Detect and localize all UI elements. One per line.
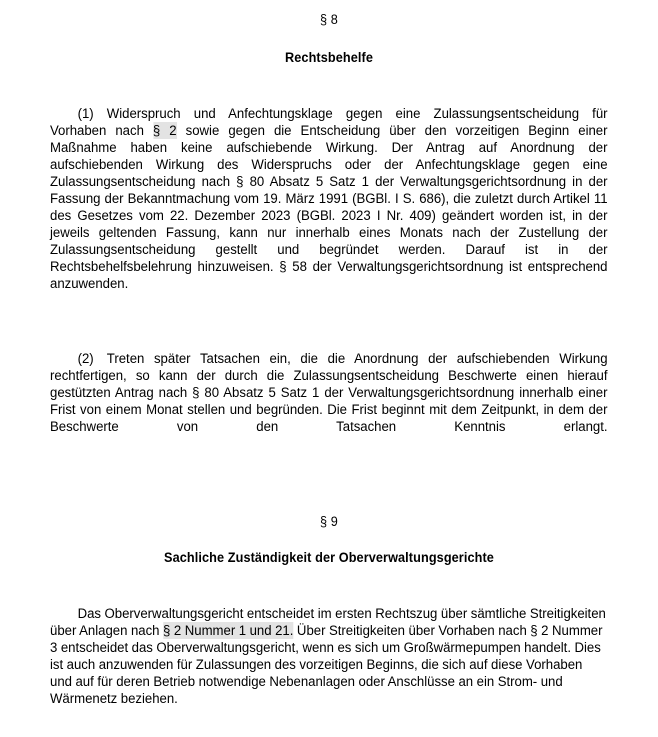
- spacer-between-sections: [50, 466, 608, 513]
- spacer-between-paragraphs-8: [50, 323, 608, 337]
- paragraph-9-1-text-after: Über Streitigkeiten über Vorhaben nach § 2 Nummer 3 entscheidet das Oberverwaltungsgericht, wenn es sich um Großwärmepumpen handelt. Dies ist auch anzuwenden für Zulassungen des vorzeitigen Beginns, die sich auf diese Vorhaben und auf für deren Betrieb notwendige Nebenanlagen oder Anschlüsse an ein Strom- und Wärmenetz beziehen.: [50, 622, 603, 706]
- paragraph-8-2: [50, 350, 608, 452]
- spacer-after-section-9-number: [50, 530, 608, 549]
- top-spacer: [50, 0, 608, 11]
- document-content-column: [50, 0, 608, 737]
- section-number-9: § 9: [320, 513, 338, 529]
- reference-highlight-paragraph-2-nummer-1-und-21[interactable]: § 2 Nummer 1 und 21.: [163, 622, 294, 638]
- reference-highlight-paragraph-2[interactable]: § 2: [152, 123, 177, 139]
- paragraph-8-1-text-after: sowie gegen die Entscheidung über den vorzeitigen Beginn einer Maßnahme haben keine aufschiebende Wirkung. Der Antrag auf Anordnung der aufschiebenden Wirkung des Widerspruchs oder der Anfechtungsklage gegen eine Zulassungsentscheidung nach § 80 Absatz 5 Satz 1 der Verwaltungsgerichtsordnung in der Fassung der Bekanntmachung vom 19. März 1991 (BGBl. I S. 686), die zuletzt durch Artikel 11 des Gesetzes vom 22. Dezember 2023 (BGBl. 2023 I Nr. 409) geändert worden ist, in der jeweils geltenden Fassung, kann nur innerhalb eines Monats nach der Zustellung der Zulassungsentscheidung gestellt und begründet werden. Darauf ist in der Rechtsbehelfsbelehrung hinzuweisen. § 58 der Verwaltungsgerichtsordnung ist entsprechend anzuwenden.: [50, 123, 608, 292]
- paragraph-8-1-text-before: (1) Widerspruch und Anfechtungsklage gegen eine Zulassungsentscheidung für Vorhaben nach: [50, 106, 608, 139]
- paragraph-9-1: [50, 605, 608, 724]
- paragraph-8-1: [50, 105, 608, 309]
- section-number-8: § 8: [320, 12, 338, 27]
- spacer-after-section-9-title: [50, 566, 608, 592]
- spacer-after-section-8-title: [50, 66, 608, 92]
- paragraph-9-1-text-before: Das Oberverwaltungsgericht entscheidet im ersten Rechtszug über sämtliche Streitigkeiten über Anlagen nach: [50, 605, 606, 638]
- spacer-after-section-8-number: [50, 28, 608, 49]
- paragraph-8-2-text: (2) Treten später Tatsachen ein, die die Anordnung der aufschiebenden Wirkung rechtfertigen, so kann der durch die Zulassungsentscheidung Beschwerte einen hierauf gestützten Antrag nach § 80 Absatz 5 Satz 1 der Verwaltungsgerichtsordnung innerhalb einer Frist von einem Monat stellen und begründen. Die Frist beginnt mit dem Zeitpunkt, in dem der Beschwerte von den Tatsachen Kenntnis erlangt.: [50, 351, 608, 435]
- section-title-8: Rechtsbehelfe: [285, 50, 373, 65]
- section-title-9: Sachliche Zuständigkeit der Oberverwaltungsgerichte: [164, 549, 494, 565]
